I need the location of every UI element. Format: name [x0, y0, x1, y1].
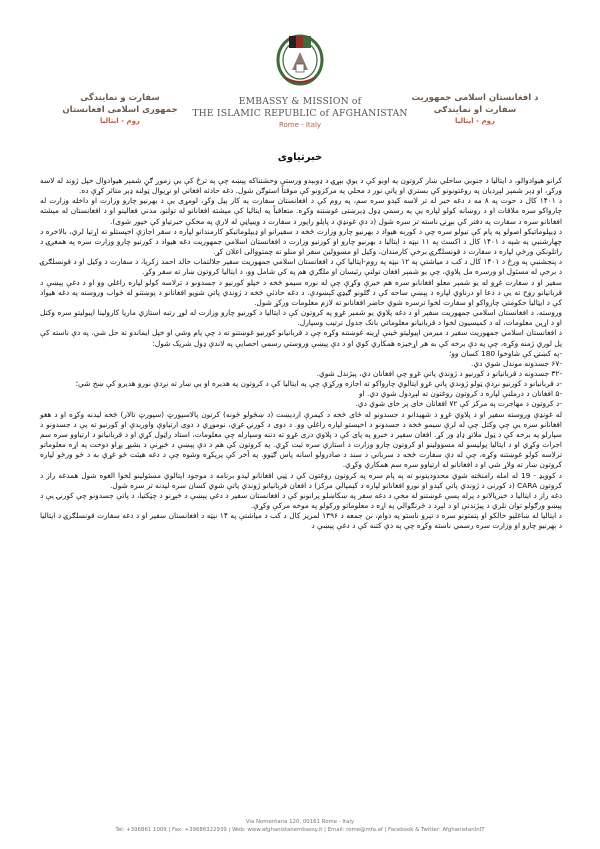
header-center-line1: EMBASSY & MISSION of — [238, 96, 362, 107]
paragraph: له غونډې وروسته سفیر او د پلاوي غړو د شهیدانو د جسدونو له ځای څخه د کیمرې اردیښت (د ښځولو ځونه) کرتون پالاسیورټ (سپورټ تالار) څخه لیدنه وکړه او د هغو افغانانو سره یې چې وکتل چې له لرې سیمو څخه د جسدونو د اخیستو لپاره راغلي وو. د دوی د کورنۍ غړي، نوموړي د دوی ارتیاوې واورېدې او کورنیو ته یې د جسدونو د سپارلو په برخه کې د ټول ملاتړ ډاډ ور کړ. افغان سفیر د خبرو په پای کې د پلاوي دری غړو ته دننه وسپارله چې معلومات، استاد راټول کړي او د قربانیانو د ارتیاوو سره سم اجرات وکړي او د ایتالیا پولیسو له مسوولینو او کروتون چارو وزارت د استازي سره ثبت کړي. په کروتون کې هم د دې پېښې د څېړنې د بشپړ پړاو دوخت په اړه معلوماتو ترلاسه کولو غوښتنه وکړه، چې له دې سفارت څخه د سرباني د سند د صادرولو اسانه پاس ګټوو. په آخر کې پریکړه وشوه چې د دغه هیئت ځو غړي به د ځو ورځو لپاره کروتون ښار ته ولاړ شي او د افغانانو له ارتیاوو سره سم همکاري وکړي. — [40, 409, 562, 470]
list-item: -۵ افغانان د درملنې لپاره د کروتون روغتون ته لېږدول شوي دي. او — [359, 389, 562, 399]
list-item: -د قربانیانو د کورنیو نږدې ټولو ژوندي پاتې غړو ایتالوي چارواکو ته اجازه ورکړې چې په ایتالیا کې د کروتون په هدیره او یې ښار ته نږدې نورو هدیرو کې ښخ شي؛ — [75, 379, 562, 389]
paragraph: سفیر او د سفارت غړو له یو شمېر معلو افغانانو سره هم خبرې وکړې چې له نوره سیمو څخه د خپلو کورنیو د جسدونو د ترلاسه کولو لپاره راغلي وو او د دغې پېښې د قربانیانو روح ته یې د دعا او درناوي لپاره د پېښې ساحه کې د ګلونو ګیډۍ کېښودې. د دغه حادثې څخه د ژوندي پاتې شویو افغانانو د پوښتنو له ځواب وروسته په دغه هیواد کې د ایټالیا حکومتي چارواکو او سفارت لخوا ترسره شوي حاضر افغانانو ته لازم معلومات ورکړ شول. — [40, 277, 562, 307]
header-left-city: روم - ایتالیا — [100, 117, 140, 125]
paragraph: د ایتالیا له ښاغلیو خالکو او پتمتونو سره د تېرو ناستو په دوام، نن جمعه د ۱۳۹۶ لمریز کال د کب د میاشتې په ۱۴ نېټه د افغانستان سفیر او د دغه سفارت قونسلګرۍ د ایتالیا د بهرنیو چارو او وزارت سره رسمي ناسته وکړه چې په دې کتنه کې د دغې پېښې د — [40, 511, 562, 531]
list-item: -په کښتۍ کې شاوخوا 180 کسان وو؛ — [449, 348, 562, 358]
list-item: -۳۲ جسدونه د قربانیانو د کورنیو د ژوندي پاتې غړو چې افغانان دي، پیژندل شوي. — [316, 368, 562, 378]
header-center-line2: THE ISLAMIC REPUBLIC of AFGHANISTAN — [192, 108, 408, 119]
header-left-line2: جمهوری اسلامی افغانستان — [62, 105, 178, 115]
footer-address: Via Nomentana 120, 00161 Rome - Italy — [245, 819, 355, 825]
header-center-city: Rome - Italy — [278, 121, 322, 129]
header-right-line2: سفارت او نمایندګی — [433, 105, 517, 115]
letterhead-footer — [0, 818, 600, 834]
paragraph: د ډیپلوماتیکو اصولو په پام کې نیولو سره چې د کوربه هیواد د بهرنیو چارو وزارت څخه د سفیرانو او ډیپلوماتیکو کارمندانو لپاره د سفر اجازې اخیستلو ته اړتیا لري، بالاخره د چهارشنبې په شپه د ۱۴۰۱ کال د اکسث په ۱۱ نېټه د ایتالیا د بهرنیو چارو او کورنیو وزارت د افغانستان اسلامي جمهوریت دغه هیواد د کورنیو چارو وزارت سره په همغږۍ د راتلونکي ورځې لپاره د سفارت د قونسلګرۍ برخې کارمندان، وکیل او مسوولین سفر او منلو ته چمتووالی اعلان کړ. — [40, 226, 562, 257]
header-right-block — [400, 92, 550, 127]
letterhead — [0, 0, 600, 138]
header-left-block — [50, 92, 190, 127]
paragraph: وروسته، د افغانستان اسلامي جمهوریت سفیر او د دغه پلاوي یو شمېر غړو په کروتون کې د ایتالیا د کورنیو چارو وزارت له لوړ رتبه استازي ماریا کارولینا اپیولیتو سره وکتل او د اړین معلومات، له د کمیسیون لخوا د قربانیانو معلوماتي بانک جدول ترتیب وسپارل. — [40, 308, 562, 328]
paragraph: د کوویډ - 19 له امله رامنځته شوي محدودیتونو ته په پام سره په کروتون روغتون کې د ټپي افغانانو لیدو برنامه د موجود ایتالوي مسئولینو لخوا الغوه شول همدغه راز د کروتون CARA (د کورنی د ژوندي پاتې کېدو او نورو افغانانو لپاره د کېمپالي مرکز) د افغان قربانیانو ژوندي پاتې شوي کسان سره لیدنه تر سره شول. — [40, 470, 562, 490]
statistics-list — [40, 349, 562, 410]
list-item: -۶۷ جسدونه موندل شوي دي. — [471, 358, 562, 368]
header-left-line1: سفارت و نمایندگی — [80, 93, 160, 103]
paragraph: کرانو هیوادوالو، د ایتالیا د جنوبي ساحلي ښار کروتون په اوبو کې د یوې بېړۍ د ډوبېدو ورستي وحشتناکه پېښه چې په ترڅ کې یې زموږ ګڼ شمېر هیوادوال خپل ژوند له لاسه ورکړ، او ډېر شمېر لېږدیان په روغتونونو کې بستري او پاتې نور د محلي په مرکزونو کې موقتاً استوګن شول. دغه حادثه افغاني او نړیوال ټولنه ډېر متاثر کړې ده. — [40, 176, 562, 196]
header-right-line1: د افغانستان اسلامی جمهوریت — [411, 93, 539, 103]
document-body — [40, 176, 562, 531]
footer-contacts: Tel: +396861 1009 | Fax: +39686322939 | Web: www.afghanistanembassy.it | Email: rome@mfa.af | Facebook & Twitter: AfghanistanInIT — [115, 827, 485, 833]
paragraph: د افغانستان اسلامي جمهوریت سفیر د میرمن اپیولیتو ځینې اړینه غوښتنه وکړه چې د قربانیانو کورنیو غوښتنو ته د چې پام وشي او خپل ایماندو ته حل شي. په دې ناسته کې پل لوري ژمنه وکړه، چې په دې برخه کې به هر اړخیزه همکاري کوي او د دې پېښې وروستي رسمي احصایې په لاندې ډول شریک شول: — [40, 328, 562, 348]
paragraph: دغه راز د ایتالیا د خبریالانو د پرله پسې غوښتنو له مخې د دغه سفر په ښکاښلو پرانونو کې د افغانستان سفیر د دغې پېښې د څېړنو د چټکتیا، د پاتې جسدونو چې کورنۍ یې د پېښو ورګولو توان نلري د پیژندنې او د لېږد د ځرنګوالي په اړه د معلوماتو ورکولو په موخه مرکې وکړې. — [40, 490, 562, 510]
list-item: -د کروتون د مهاجرت په مرکز کې ۷۲ افغانان خای پر خای شوي دي. — [355, 399, 562, 409]
header-right-city: روم - ایتالیا — [455, 117, 495, 125]
paragraph: د ۱۴۰۱ کال د حوت په ۸ مه د دغه خبر له تر لاسه کېدو سره سم، په روم کې د افغانستان سفارت په کار پیل وکړ، لومړی یې د بهرنیو چارو وزارت او داخله وزارت له چارواکو سره ملاقات او د روښانه کولو لپاره یې په رسمي ډول ډېرښتی غوښتنه وکړه. متعاقباً په ایتالیا کې مېشته افغانانو له تولنو، مدني فعالینو او د افغانستان له مېشته افغانانو سره د سفارت په دفتر کې بېړنۍ ناسته تر سره شول (د دې غونډې د پایلو راپور د سفارت د ویبپاڼې له لارې په مخکې خبرتیاو کې خپور شوی). — [40, 196, 563, 226]
paragraph: د پنجشنبې په ورځ د ۱۴۰۱ کال د کب د میاشتې په ۱۲ نېټه په روم-ایتالیا کې د افغانستان اسلامي جمهوریت سفیر جلالتماب خالد احمد زکریا، د سفارت د وکیل او د قونسلګرۍ د برخې له مسئول او ورسره مل پلاوي، چې یو شمېر افغان تولنې رئیسان او ملګري هم په کې شامل وو، د ایتالیا کروتون ښار ته سفر وکړ. — [40, 257, 562, 277]
document-title: خبرتیاوی — [277, 152, 323, 163]
header-center-block — [190, 96, 410, 131]
afghanistan-emblem-icon — [272, 30, 328, 88]
